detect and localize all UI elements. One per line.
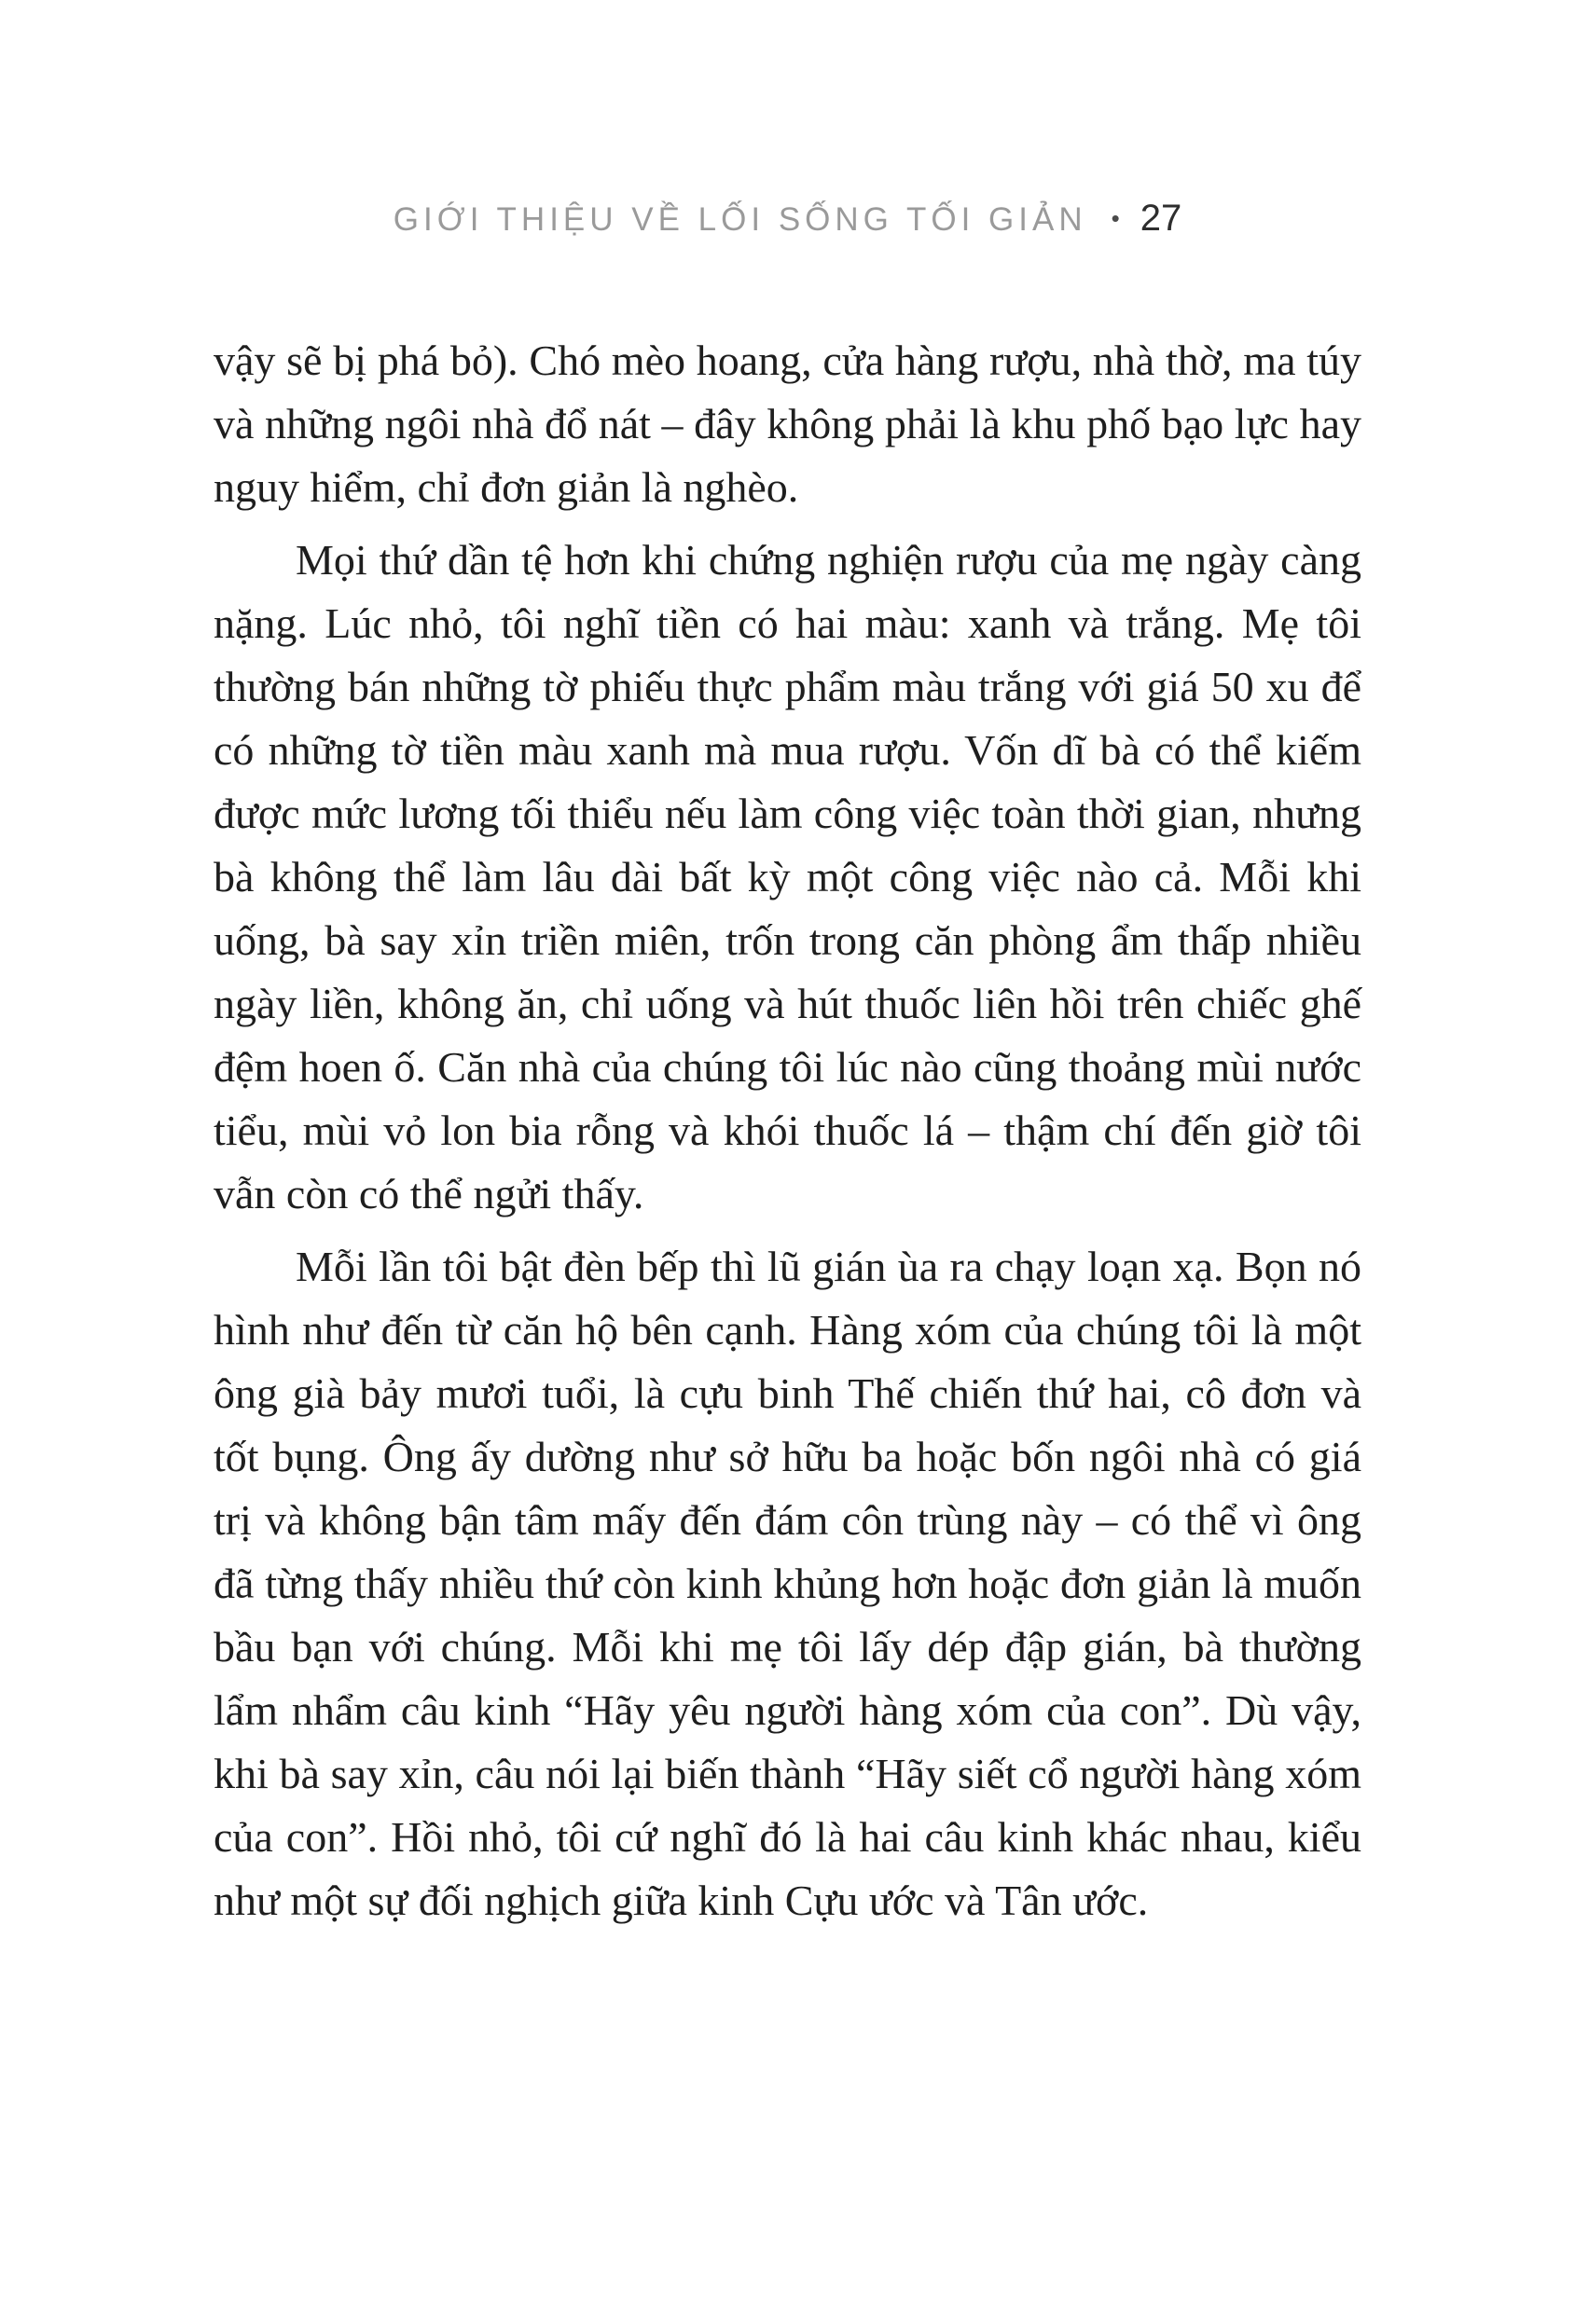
running-header [214, 198, 1361, 240]
paragraph-cockroaches-neighbor: Mỗi lần tôi bật đèn bếp thì lũ gián ùa ra chạy loạn xạ. Bọn nó hình như đến từ căn hộ bên cạnh. Hàng xóm của chúng tôi là một ông già bảy mươi tuổi, là cựu binh Thế chiến thứ hai, cô đơn và tốt bụng. Ông ấy dường như sở hữu ba hoặc bốn ngôi nhà có giá trị và không bận tâm mấy đến đám côn trùng này – có thể vì ông đã từng thấy nhiều thứ còn kinh khủng hơn hoặc đơn giản là muốn bầu bạn với chúng. Mỗi khi mẹ tôi lấy dép đập gián, bà thường lẩm nhẩm câu kinh “Hãy yêu người hàng xóm của con”. Dù vậy, khi bà say xỉn, câu nói lại biến thành “Hãy siết cổ người hàng xóm của con”. Hồi nhỏ, tôi cứ nghĩ đó là hai câu kinh khác nhau, kiểu như một sự đối nghịch giữa kinh Cựu ước và Tân ước. [214, 1243, 1361, 1924]
page-body [214, 329, 1361, 1932]
header-separator-dot: • [1111, 204, 1120, 232]
chapter-title: GIỚI THIỆU VỀ LỐI SỐNG TỐI GIẢN [393, 201, 1087, 238]
paragraph-mother-alcoholism: Mọi thứ dần tệ hơn khi chứng nghiện rượu của mẹ ngày càng nặng. Lúc nhỏ, tôi nghĩ tiền có hai màu: xanh và trắng. Mẹ tôi thường bán những tờ phiếu thực phẩm màu trắng với giá 50 xu để có những tờ tiền màu xanh mà mua rượu. Vốn dĩ bà có thể kiếm được mức lương tối thiểu nếu làm công việc toàn thời gian, nhưng bà không thể làm lâu dài bất kỳ một công việc nào cả. Mỗi khi uống, bà say xỉn triền miên, trốn trong căn phòng ẩm thấp nhiều ngày liền, không ăn, chỉ uống và hút thuốc liên hồi trên chiếc ghế đệm hoen ố. Căn nhà của chúng tôi lúc nào cũng thoảng mùi nước tiểu, mùi vỏ lon bia rỗng và khói thuốc lá – thậm chí đến giờ tôi vẫn còn có thể ngửi thấy. [214, 536, 1361, 1217]
paragraph-continuation: vậy sẽ bị phá bỏ). Chó mèo hoang, cửa hàng rượu, nhà thờ, ma túy và những ngôi nhà đổ nát – đây không phải là khu phố bạo lực hay nguy hiểm, chỉ đơn giản là nghèo. [214, 337, 1361, 511]
page-number: 27 [1140, 198, 1182, 239]
